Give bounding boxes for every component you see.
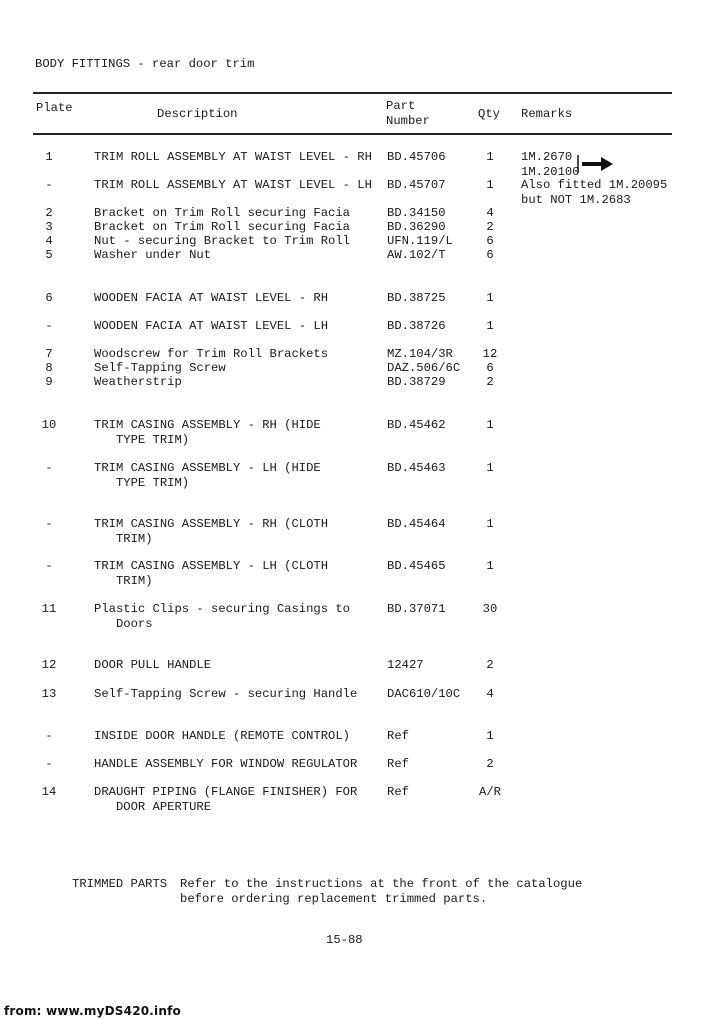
part-number-cell: DAZ.506/6C — [387, 361, 461, 375]
plate-cell: - — [45, 461, 53, 475]
plate-cell: - — [45, 559, 53, 573]
plate-cell: 4 — [45, 234, 53, 248]
qty-cell: 1 — [486, 319, 494, 333]
plate-cell: - — [45, 178, 53, 192]
description-cell: Self-Tapping Screw - securing Handle — [94, 687, 358, 701]
page-number: 15-88 — [326, 933, 363, 947]
plate-cell: - — [45, 517, 53, 531]
qty-cell: 2 — [486, 220, 494, 234]
plate-cell: - — [45, 729, 53, 743]
description-cell: Self-Tapping Screw — [94, 361, 226, 375]
qty-cell: 1 — [486, 559, 494, 573]
plate-cell: 13 — [41, 687, 57, 701]
part-number-cell: BD.36290 — [387, 220, 446, 234]
part-number-cell: BD.45706 — [387, 150, 446, 164]
part-number-cell: BD.37071 — [387, 602, 446, 616]
remarks-cell: Also fitted 1M.20095 but NOT 1M.2683 — [521, 178, 668, 207]
description-cell: TRIM ROLL ASSEMBLY AT WAIST LEVEL - LH — [94, 178, 372, 192]
plate-cell: 8 — [45, 361, 53, 375]
description-cell: TRIM CASING ASSEMBLY - LH (HIDE TYPE TRIM) — [94, 461, 321, 490]
description-cell: Nut - securing Bracket to Trim Roll — [94, 234, 350, 248]
description-cell: WOODEN FACIA AT WAIST LEVEL - RH — [94, 291, 329, 305]
header-remarks: Remarks — [521, 107, 573, 121]
part-number-cell: Ref — [387, 785, 409, 799]
part-number-cell: Ref — [387, 757, 409, 771]
qty-cell: 6 — [486, 248, 494, 262]
description-cell: TRIM CASING ASSEMBLY - RH (HIDE TYPE TRIM) — [94, 418, 321, 447]
part-number-cell: BD.38725 — [387, 291, 446, 305]
plate-cell: 7 — [45, 347, 53, 361]
description-cell: INSIDE DOOR HANDLE (REMOTE CONTROL) — [94, 729, 350, 743]
plate-cell: 10 — [41, 418, 57, 432]
qty-cell: 12 — [482, 347, 498, 361]
qty-cell: 2 — [486, 658, 494, 672]
part-number-cell: DAC610/10C — [387, 687, 461, 701]
part-number-cell: BD.34150 — [387, 206, 446, 220]
part-number-cell: BD.45464 — [387, 517, 446, 531]
qty-cell: 1 — [486, 517, 494, 531]
qty-cell: 1 — [486, 178, 494, 192]
description-cell: DOOR PULL HANDLE — [94, 658, 212, 672]
plate-cell: 3 — [45, 220, 53, 234]
plate-cell: 1 — [45, 150, 53, 164]
part-number-cell: BD.45465 — [387, 559, 446, 573]
part-number-cell: BD.45462 — [387, 418, 446, 432]
qty-cell: 6 — [486, 361, 494, 375]
part-number-cell: BD.38729 — [387, 375, 446, 389]
description-cell: Bracket on Trim Roll securing Facia — [94, 220, 350, 234]
description-cell: TRIM CASING ASSEMBLY - LH (CLOTH TRIM) — [94, 559, 329, 588]
plate-cell: - — [45, 757, 53, 771]
part-number-cell: MZ.104/3R — [387, 347, 453, 361]
description-cell: WOODEN FACIA AT WAIST LEVEL - LH — [94, 319, 329, 333]
part-number-cell: AW.102/T — [387, 248, 446, 262]
plate-cell: 14 — [41, 785, 57, 799]
description-cell: Plastic Clips - securing Casings to Doors — [94, 602, 350, 631]
footer-label: TRIMMED PARTS — [72, 877, 168, 891]
header-part-number: Part Number — [386, 99, 430, 128]
part-number-cell: 12427 — [387, 658, 424, 672]
header-top-rule — [33, 92, 672, 94]
qty-cell: 1 — [486, 418, 494, 432]
description-cell: TRIM CASING ASSEMBLY - RH (CLOTH TRIM) — [94, 517, 329, 546]
qty-cell: 1 — [486, 729, 494, 743]
footer-text: Refer to the instructions at the front of the catalogue before ordering replacement trimmed parts. — [180, 877, 583, 906]
qty-cell: 1 — [486, 461, 494, 475]
description-cell: Weatherstrip — [94, 375, 182, 389]
qty-cell: 4 — [486, 687, 494, 701]
qty-cell: 30 — [482, 602, 498, 616]
source-watermark: from: www.myDS420.info — [4, 1004, 181, 1018]
plate-cell: - — [45, 319, 53, 333]
description-cell: TRIM ROLL ASSEMBLY AT WAIST LEVEL - RH — [94, 150, 372, 164]
part-number-cell: UFN.119/L — [387, 234, 453, 248]
header-plate: Plate — [36, 101, 73, 115]
plate-cell: 12 — [41, 658, 57, 672]
description-cell: DRAUGHT PIPING (FLANGE FINISHER) FOR DOOR APERTURE — [94, 785, 358, 814]
page-title: BODY FITTINGS - rear door trim — [35, 57, 255, 71]
plate-cell: 6 — [45, 291, 53, 305]
part-number-cell: BD.38726 — [387, 319, 446, 333]
qty-cell: 2 — [486, 375, 494, 389]
qty-cell: 2 — [486, 757, 494, 771]
description-cell: Bracket on Trim Roll securing Facia — [94, 206, 350, 220]
part-number-cell: BD.45463 — [387, 461, 446, 475]
header-bottom-rule — [33, 133, 672, 135]
remarks-cell: 1M.2670 1M.20100 — [521, 150, 580, 179]
description-cell: Washer under Nut — [94, 248, 212, 262]
qty-cell: 4 — [486, 206, 494, 220]
arrow-right-icon — [577, 153, 617, 175]
plate-cell: 5 — [45, 248, 53, 262]
header-qty: Qty — [478, 107, 500, 121]
description-cell: HANDLE ASSEMBLY FOR WINDOW REGULATOR — [94, 757, 358, 771]
plate-cell: 9 — [45, 375, 53, 389]
part-number-cell: BD.45707 — [387, 178, 446, 192]
header-description: Description — [157, 107, 238, 121]
qty-cell: 1 — [486, 150, 494, 164]
plate-cell: 11 — [41, 602, 57, 616]
plate-cell: 2 — [45, 206, 53, 220]
part-number-cell: Ref — [387, 729, 409, 743]
qty-cell: A/R — [479, 785, 501, 799]
description-cell: Woodscrew for Trim Roll Brackets — [94, 347, 329, 361]
qty-cell: 6 — [486, 234, 494, 248]
qty-cell: 1 — [486, 291, 494, 305]
